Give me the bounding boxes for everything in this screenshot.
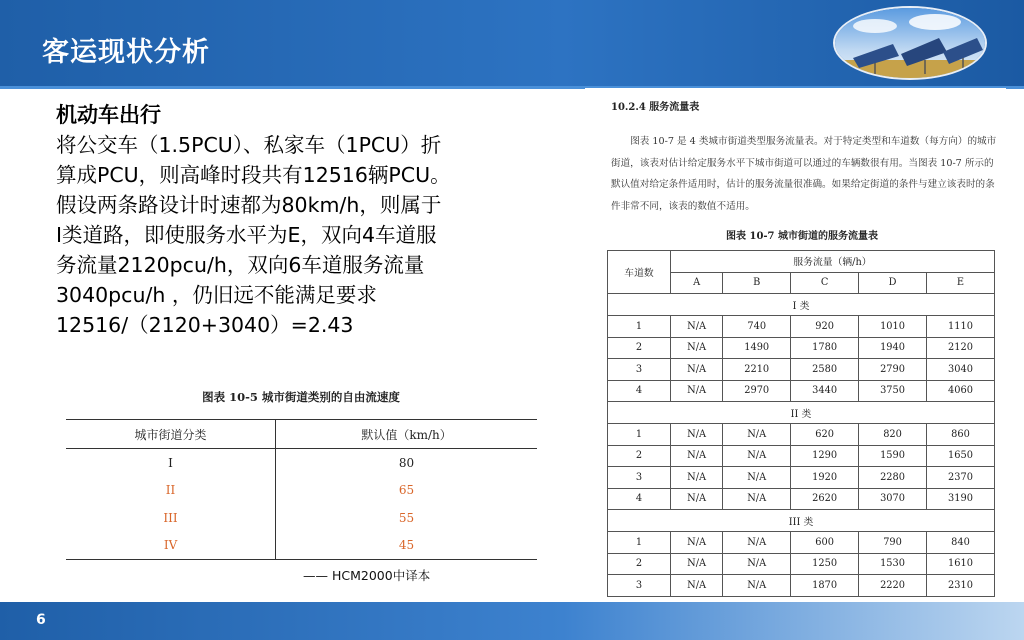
header-bar <box>0 0 1024 86</box>
text-line: 12516/（2120+3040）=2.43 <box>56 313 354 337</box>
slide-title: 客运现状分析 <box>42 37 210 68</box>
flow-value-cell: 3190 <box>927 488 995 510</box>
table-row <box>608 467 995 489</box>
flow-value-cell: 1780 <box>791 337 859 359</box>
text-heading: 机动车出行 <box>56 103 161 127</box>
flow-value-cell: N/A <box>723 467 791 489</box>
lane-count-cell: 3 <box>608 467 671 489</box>
lanes-header: 车道数 <box>608 251 671 294</box>
flow-value-cell: N/A <box>723 575 791 597</box>
flow-value-cell: N/A <box>723 445 791 467</box>
solar-panel-logo <box>833 6 987 80</box>
flow-value-cell: N/A <box>671 445 723 467</box>
flow-value-cell: 790 <box>859 532 927 554</box>
flow-value-cell: 2790 <box>859 359 927 381</box>
flow-value-cell: N/A <box>671 532 723 554</box>
main-text <box>56 100 546 340</box>
flow-value-cell: 1590 <box>859 445 927 467</box>
speed-table <box>66 419 537 560</box>
table-row <box>608 359 995 381</box>
source-note: —— HCM2000中译本 <box>303 568 431 583</box>
table-row <box>608 575 995 597</box>
lane-count-cell: 1 <box>608 424 671 446</box>
service-table-title: 图表 10-7 城市街道的服务流量表 <box>726 231 878 242</box>
flow-value-cell: 620 <box>791 424 859 446</box>
table-row <box>66 504 537 532</box>
lane-count-cell: 2 <box>608 337 671 359</box>
flow-value-cell: 3750 <box>859 380 927 402</box>
flow-value-cell: 1530 <box>859 553 927 575</box>
table-row <box>608 445 995 467</box>
table-row <box>66 449 537 477</box>
flow-value-cell: 1870 <box>791 575 859 597</box>
lane-count-cell: 3 <box>608 359 671 381</box>
class-row <box>608 294 995 316</box>
flow-value-cell: N/A <box>671 337 723 359</box>
speed-class-cell: IV <box>66 532 276 560</box>
flow-value-cell: 2370 <box>927 467 995 489</box>
flow-value-cell: 1490 <box>723 337 791 359</box>
flow-value-cell: N/A <box>671 553 723 575</box>
text-line: 3040pcu/h ，仍旧远不能满足要求 <box>56 283 377 307</box>
footer-bar <box>0 602 1024 640</box>
flow-value-cell: 3440 <box>791 380 859 402</box>
lane-count-cell: 2 <box>608 445 671 467</box>
flow-value-cell: 1610 <box>927 553 995 575</box>
flow-value-cell: N/A <box>723 424 791 446</box>
table-row <box>608 316 995 338</box>
flow-value-cell: 1940 <box>859 337 927 359</box>
table-row <box>608 380 995 402</box>
table-row <box>66 532 537 560</box>
flow-value-cell: 920 <box>791 316 859 338</box>
flow-value-cell: 600 <box>791 532 859 554</box>
flow-value-cell: 4060 <box>927 380 995 402</box>
text-line: 算成PCU，则高峰时段共有12516辆PCU。 <box>56 163 451 187</box>
class-row <box>608 402 995 424</box>
speed-value-cell: 55 <box>398 510 415 525</box>
text-line: 假设两条路设计时速都为80km/h，则属于 <box>56 193 442 217</box>
text-line: I类道路，即使服务水平为E，双向4车道服 <box>56 223 437 247</box>
lane-count-cell: 1 <box>608 316 671 338</box>
flow-value-cell: 1650 <box>927 445 995 467</box>
flow-value-cell: 1920 <box>791 467 859 489</box>
flow-value-cell: N/A <box>723 532 791 554</box>
lane-count-cell: 4 <box>608 488 671 510</box>
level-header: D <box>859 272 927 294</box>
flow-value-cell: 2580 <box>791 359 859 381</box>
text-line: 务流量2120pcu/h，双向6车道服务流量 <box>56 253 425 277</box>
table-row <box>608 553 995 575</box>
flow-value-cell: 2220 <box>859 575 927 597</box>
speed-table-title: 图表 10-5 城市街道类别的自由流速度 <box>202 390 400 404</box>
flow-value-cell: 2310 <box>927 575 995 597</box>
page-number: 6 <box>36 612 46 628</box>
flow-value-cell: 2620 <box>791 488 859 510</box>
flow-value-cell: N/A <box>671 488 723 510</box>
flow-value-cell: N/A <box>671 316 723 338</box>
doc-paragraph: 图表 10-7 是 4 类城市街道类型服务流量表。对于特定类型和车道数（每方向）的城市街道，该表对估计给定服务水平下城市街道可以通过的车辆数很有用。当图表 10-7 所示的默认值对给定条件适用时，估计的服务流量很准确。如果给定街道的条件与建立该表时的条件非常不同，该表的数值不适用。 <box>611 136 997 212</box>
table-row <box>608 488 995 510</box>
lane-count-cell: 4 <box>608 380 671 402</box>
flow-value-cell: 1250 <box>791 553 859 575</box>
table-row <box>608 337 995 359</box>
lane-count-cell: 2 <box>608 553 671 575</box>
text-line: 将公交车（1.5PCU）、私家车（1PCU）折 <box>56 133 442 157</box>
speed-class-cell: I <box>66 449 276 477</box>
class-label: II 类 <box>608 402 995 424</box>
flow-value-cell: N/A <box>671 380 723 402</box>
flow-value-cell: 2970 <box>723 380 791 402</box>
speed-value-cell: 45 <box>276 532 537 560</box>
flow-value-cell: 840 <box>927 532 995 554</box>
class-row <box>608 510 995 532</box>
document-excerpt <box>585 88 1006 602</box>
lane-count-cell: 3 <box>608 575 671 597</box>
level-header: A <box>671 272 723 294</box>
flow-value-cell: 1110 <box>927 316 995 338</box>
flow-value-cell: 2120 <box>927 337 995 359</box>
flow-value-cell: N/A <box>671 467 723 489</box>
class-label: I 类 <box>608 294 995 316</box>
level-header: C <box>791 272 859 294</box>
speed-value-cell: 65 <box>398 483 415 498</box>
flow-value-cell: 2210 <box>723 359 791 381</box>
flow-value-cell: 2280 <box>859 467 927 489</box>
speed-class-cell: II <box>66 477 276 505</box>
class-label: III 类 <box>608 510 995 532</box>
speed-value-cell: 80 <box>398 455 415 470</box>
speed-table-header: 城市街道分类 <box>66 420 276 449</box>
flow-value-cell: N/A <box>723 553 791 575</box>
lane-count-cell: 1 <box>608 532 671 554</box>
doc-section-heading: 10.2.4 服务流量表 <box>611 102 700 113</box>
speed-class-cell: III <box>66 504 276 532</box>
flow-value-cell: 3040 <box>927 359 995 381</box>
flow-value-cell: 820 <box>859 424 927 446</box>
flow-value-cell: 1010 <box>859 316 927 338</box>
service-flow-table <box>607 250 995 597</box>
flow-value-cell: 740 <box>723 316 791 338</box>
speed-table-header: 默认值（km/h） <box>276 420 537 449</box>
table-row <box>66 477 537 505</box>
flow-header: 服务流量（辆/h） <box>671 251 995 273</box>
table-row <box>608 424 995 446</box>
flow-value-cell: N/A <box>671 424 723 446</box>
flow-value-cell: 1290 <box>791 445 859 467</box>
table-row <box>608 532 995 554</box>
flow-value-cell: 860 <box>927 424 995 446</box>
flow-value-cell: N/A <box>723 488 791 510</box>
level-header: B <box>723 272 791 294</box>
flow-value-cell: 3070 <box>859 488 927 510</box>
flow-value-cell: N/A <box>671 575 723 597</box>
flow-value-cell: N/A <box>671 359 723 381</box>
level-header: E <box>927 272 995 294</box>
